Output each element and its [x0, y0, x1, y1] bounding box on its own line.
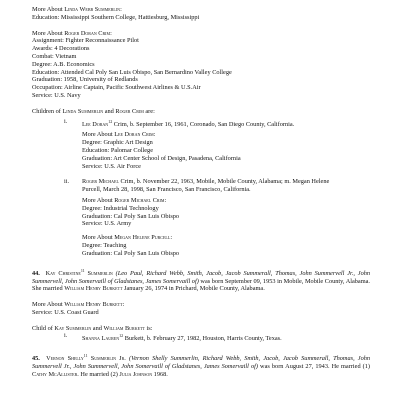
heading-prefix: More About [32, 6, 65, 13]
children-list-crim [32, 108, 370, 258]
spouse-name: Cathy McAllister [32, 371, 78, 379]
intro-text: and [91, 324, 104, 332]
detail-line: Degree: A.B. Economics [32, 60, 95, 68]
detail-line: Degree: Teaching [82, 242, 127, 250]
more-about-heading [82, 234, 370, 242]
heading-suffix: : [110, 29, 112, 37]
child-details: Burkett, b. February 27, 1982, Houston, Harris County, Texas. [123, 335, 282, 343]
generation-sup: 12 [108, 118, 113, 124]
entry-text: was born August 27, 1943. He married (1) [257, 363, 371, 371]
children-intro [32, 325, 370, 333]
spouse-name: Julia Johnson [119, 371, 153, 379]
entry-number: 45. [32, 355, 40, 363]
entry-text: January 26, 1974 in Prichard, Mobile County, Alabama. [122, 285, 265, 293]
parent-name: Kay Summerlin [54, 324, 92, 332]
entry-text: 1968. [152, 371, 168, 379]
heading-suffix: : [153, 131, 156, 139]
generation-sup: 12 [119, 333, 124, 339]
heading-suffix: : [120, 6, 122, 13]
detail-line: Graduation: 1958, University of Redlands [32, 76, 138, 84]
detail-line: Degree: Graphic Art Design [82, 139, 153, 147]
detail-line: Service: U.S. Coast Guard [32, 308, 99, 316]
heading-name: Roger Michael Crim [114, 197, 165, 205]
more-about-heading [32, 6, 370, 14]
heading-suffix: : [170, 234, 173, 242]
detail-line: Graduation: Cal Poly San Luis Obispo [82, 212, 180, 220]
child-entry [32, 118, 370, 129]
child-more-about [32, 131, 370, 170]
intro-text: Child of [32, 324, 55, 332]
detail-line: Occupation: Airline Captain, Pacific Southwest Airlines & U.S.Air [32, 84, 201, 92]
detail-line: Service: U.S. Army [82, 220, 132, 228]
child-text [82, 118, 370, 129]
more-about-heading [32, 301, 370, 309]
child-text [82, 332, 370, 343]
detail-line: Service: U.S. Navy [32, 91, 81, 99]
detail-line: Awards: 4 Decorations [32, 45, 90, 53]
heading-prefix: More About [32, 301, 65, 309]
entry-number: 44. [32, 269, 40, 277]
entry-45 [32, 352, 370, 378]
child-details: Purcell, March 28, 1998, San Francisco, San Francisco, California. [82, 186, 251, 194]
more-about-linda [32, 6, 370, 22]
entry-44 [32, 267, 370, 293]
detail-line: Education: Palomar College [82, 147, 153, 155]
heading-name: Megan Helene Purcell [114, 234, 171, 242]
child-number: i. [64, 332, 68, 340]
parent-name: Linda Summerlin [62, 107, 104, 115]
heading-suffix: : [122, 301, 125, 309]
person-name: Vernon Shelly [46, 355, 84, 363]
entry-text: . He married (2) [77, 371, 120, 379]
child-name: Shanna Lauren [82, 335, 120, 343]
parent-name: William Burkett [103, 324, 145, 332]
heading-suffix: : [164, 197, 167, 205]
child-more-about [32, 197, 370, 228]
child-details: Crim, b. November 22, 1963, Mobile, Mobile County, Alabama; m. Megan Helene [118, 178, 330, 186]
detail-line: Graduation: Cal Poly San Luis Obispo [82, 249, 180, 257]
heading-name: William Henry Burkett [64, 301, 123, 309]
generation-sup: 11 [80, 267, 85, 273]
generation-sup: 11 [83, 353, 88, 359]
heading-name: Roger Doran Crim [64, 29, 111, 37]
detail-line: Education: Attended Cal Poly San Luis Obispo, San Bernardino Valley College [32, 68, 232, 76]
entry-text: was born September 09, 1953 in Mobile, Mobile County, Alabama. She married [32, 277, 370, 293]
child-entry [32, 178, 370, 194]
child-entry [32, 332, 370, 343]
child-text [82, 178, 370, 194]
person-name: Kay Christine [45, 269, 81, 277]
intro-text: are: [143, 107, 155, 115]
more-about-heading [82, 197, 370, 205]
detail-line: Assignment: Fighter Reconnaissance Pilot [32, 37, 139, 45]
detail-line: Combat: Vietnam [32, 52, 77, 60]
more-about-heading [82, 131, 370, 139]
child-name: Roger Michael [82, 178, 119, 186]
detail-line: Education: Mississippi Southern College, Hattiesburg, Mississippi [32, 13, 200, 21]
lineage: (Leo Paul, Richard Webb, Smith, Jacob, Jacob Summerall, Thomas, John Summervell Jr., John Summervell, John Somervaill of Gladstanes, James Somervaill of) [32, 269, 371, 285]
heading-prefix: More About [82, 131, 115, 139]
intro-text: Children of [32, 107, 63, 115]
child-number: i. [64, 117, 68, 125]
children-list-burkett [32, 325, 370, 344]
more-about-william [32, 301, 370, 317]
parent-name: Roger Crim [115, 107, 144, 115]
detail-line: Degree: Industrial Technology [82, 204, 159, 212]
children-intro [32, 108, 370, 116]
detail-line: Graduation: Art Center School of Design, Pasadena, California [82, 154, 241, 162]
spouse-name: William Henry Burkett [64, 285, 123, 293]
heading-prefix: More About [82, 197, 115, 205]
spouse-more-about [32, 234, 370, 257]
lineage: (Vernon Shelly Summerlin, Richard Webb, Smith, Jacob, Jacob Summerall, Thomas, John Summervell Jr., John Summervell, John Somervaill of Gladstanes, James Somervaill of) [32, 355, 371, 371]
child-number: ii. [64, 178, 70, 186]
heading-name: Lee Doran Crim [114, 131, 154, 139]
more-about-heading [32, 30, 370, 38]
person-surname: Summerlin [84, 269, 113, 277]
intro-text: is: [144, 324, 153, 332]
more-about-roger [32, 30, 370, 100]
heading-prefix: More About [82, 234, 115, 242]
intro-text: and [103, 107, 116, 115]
heading-name: Linda Webb Summerlin [64, 6, 121, 13]
child-details: Crim, b. September 16, 1961, Coronado, San Diego County, California. [112, 120, 295, 128]
heading-prefix: More About [32, 29, 65, 37]
person-surname: Summerlin Jr. [87, 355, 126, 363]
child-name: Lee Doran [82, 120, 109, 128]
detail-line: Service: U.S. Air Force [82, 162, 141, 170]
